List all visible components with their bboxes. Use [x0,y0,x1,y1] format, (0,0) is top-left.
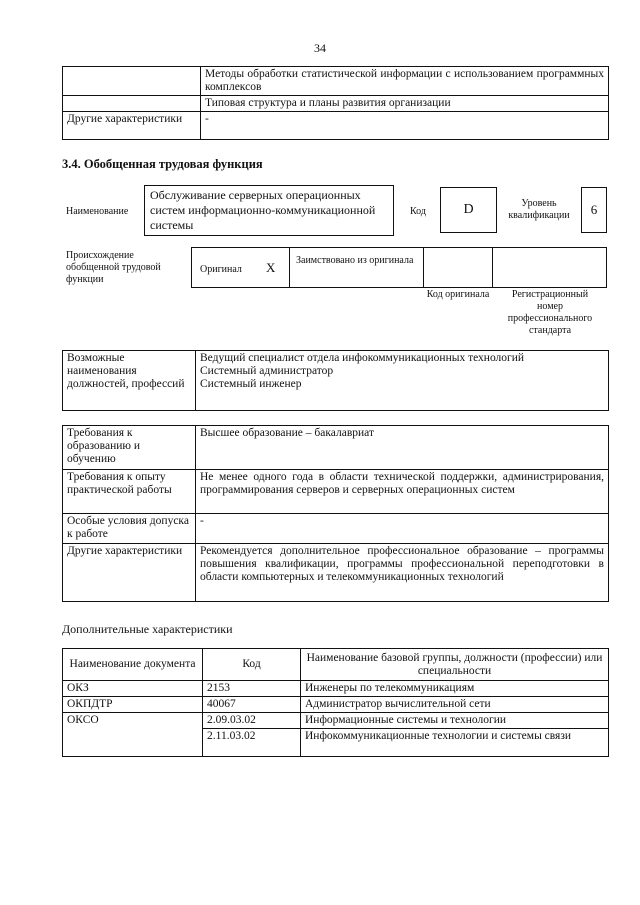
table-cell [63,67,201,96]
original-mark: X [266,260,276,275]
table-row [63,681,609,697]
table-cell: ОКПДТР [63,697,203,713]
requirement-value: Рекомендуется дополнительное профессиональное образование – программы повышения квалификации, программы профессиональной переподготовки в области компьютерных и телекоммуникационных технологий [196,544,609,602]
top-table [62,66,609,140]
table-cell: Инфокоммуникационные технологии и системы связи [301,729,609,757]
positions-label: Возможные наименования должностей, профессий [63,351,196,411]
table-row [63,351,609,411]
table-cell: Типовая структура и планы развития организации [201,96,609,112]
table-cell [63,96,201,112]
table-row [63,544,609,602]
table-cell: Инженеры по телекоммуникациям [301,681,609,697]
reg-caption: Регистрационный номер профессионального стандарта [507,289,593,336]
table-cell: 2153 [203,681,301,697]
column-header: Наименование базовой группы, должности (профессии) или специальности [301,649,609,681]
requirement-label: Особые условия допуска к работе [63,514,196,544]
name-value: Обслуживание серверных операционных систем информационно-коммуникационной системы [150,188,376,232]
borrowed-label: Заимствовано из оригинала [296,255,414,266]
table-cell: - [201,112,609,140]
requirement-label: Другие характеристики [63,544,196,602]
column-header: Наименование документа [63,649,203,681]
origin-label: Происхождение обобщенной трудовой функции [66,250,161,285]
section-title: 3.4. Обобщенная трудовая функция [62,157,263,171]
code-value-box [440,187,497,233]
additional-table [62,648,609,757]
code-label: Код [410,206,426,217]
table-row [63,96,609,112]
table-row [63,514,609,544]
additional-title: Дополнительные характеристики [62,622,233,636]
code-caption: Код оригинала [426,289,490,300]
table-row [63,697,609,713]
table-cell: Администратор вычислительной сети [301,697,609,713]
requirement-value: - [196,514,609,544]
name-label: Наименование [66,206,129,217]
column-header: Код [203,649,301,681]
table-cell: Другие характеристики [63,112,201,140]
table-cell: ОКЗ [63,681,203,697]
original-label: Оригинал [200,264,242,275]
positions-table [62,350,609,411]
divider [423,248,424,287]
requirement-label: Требования к образованию и обучению [63,426,196,470]
table-row [63,426,609,470]
divider [289,248,290,287]
table-header-row [63,649,609,681]
divider [492,248,493,287]
requirement-label: Требования к опыту практической работы [63,470,196,514]
requirement-value: Не менее одного года в области технической поддержки, администрирования, программирования серверов и серверных операционных систем [196,470,609,514]
table-cell: Методы обработки статистической информации с использованием программных комплексов [201,67,609,96]
table-cell: 40067 [203,697,301,713]
table-row [63,67,609,96]
position-item: Ведущий специалист отдела инфокоммуникационных технологий [200,352,525,364]
requirements-table [62,425,609,602]
table-cell: 2.11.03.02 [203,729,301,757]
table-cell: Информационные системы и технологии [301,713,609,729]
page-number: 34 [314,41,326,55]
requirement-value: Высшее образование – бакалавриат [196,426,609,470]
origin-table [191,247,607,288]
table-row [63,112,609,140]
table-cell: 2.09.03.02 [203,713,301,729]
table-row [63,713,609,729]
table-cell: ОКСО [63,713,203,757]
level-value: 6 [590,202,598,217]
level-value-box [581,187,607,233]
code-value: D [463,202,474,217]
position-item: Системный администратор [200,365,334,377]
position-item: Системный инженер [200,378,302,390]
positions-values [196,351,609,411]
name-value-box [144,185,394,236]
level-label: Уровень квалификации [508,198,570,221]
table-row [63,470,609,514]
